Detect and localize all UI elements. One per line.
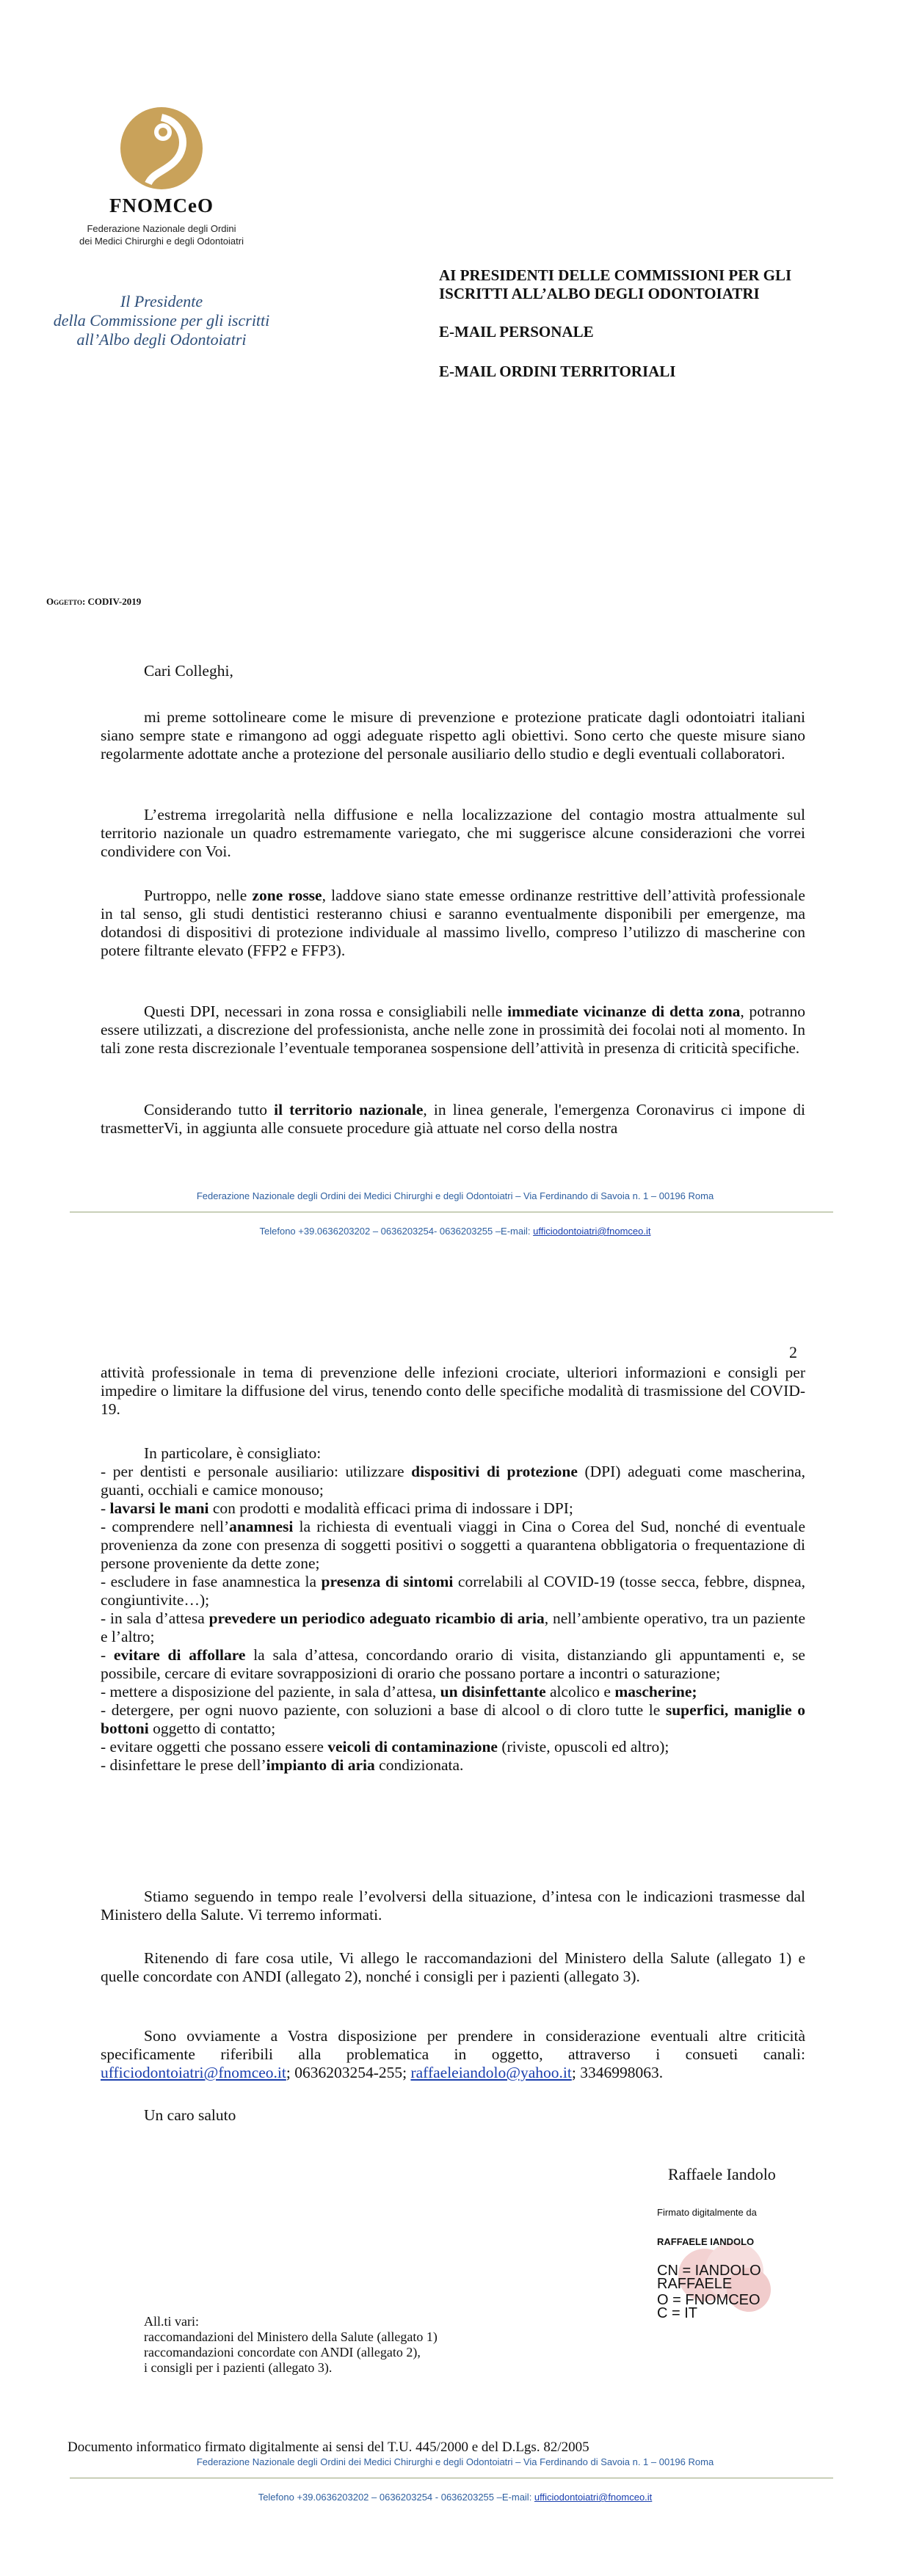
page1-paragraph-4: Questi DPI, necessari in zona rossa e consigliabili nelle immediate vicinanze di detta zona, potranno essere utilizzati, a discrezione del professionista, anche nelle zone in prossimità dei focolai noti al momento. In tali zone resta discrezionale l’eventuale temporanea sospensione dell’attività in presenza di criticità specifiche. (101, 1003, 805, 1057)
list-item: i consigli per i pazienti (allegato 3). (144, 2360, 333, 2375)
list-item: - disinfettare le prese dell’impianto di aria condizionata. (101, 1756, 464, 1774)
list-item: - detergere, per ogni nuovo paziente, con soluzioni a base di alcool o di cloro tutte le superfici, maniglie o bottoni oggetto di contatto; (101, 1701, 805, 1737)
list-item: - per dentisti e personale ausiliario: utilizzare dispositivi di protezione (DPI) adeguati come mascherina, guanti, occhiali e camice monouso; (101, 1463, 805, 1499)
digital-signature-note: Documento informatico firmato digitalmente ai sensi del T.U. 445/2000 e del D.Lgs. 82/2005 (68, 2439, 589, 2455)
footer-contact-page2: Telefono +39.0636203202 – 0636203254 - 0636203255 –E-mail: ufficiodontoiatri@fnomceo.it (258, 2492, 653, 2503)
salutation: Cari Colleghi, (144, 662, 233, 680)
recipient-heading: AI PRESIDENTI DELLE COMMISSIONI PER GLI ISCRITTI ALL’ALBO DEGLI ODONTOIATRI (439, 266, 792, 302)
list-item: - in sala d’attesa prevedere un periodico adeguato ricambio di aria, nell’ambiente operativo, tra un paziente e l’altro; (101, 1609, 805, 1645)
page2-paragraph-attach: Ritenendo di fare cosa utile, Vi allego le raccomandazioni del Ministero della Salute (allegato 1) e quelle concordate con ANDI (allegato 2), nonché i consigli per i pazienti (allegato 3). (101, 1949, 805, 1985)
list-item: - comprendere nell’anamnesi la richiesta di eventuali viaggi in Cina o Corea del Sud, nonché di eventuale provenienza da zone con presenza di soggetti positivi o soggetti a quarantena obbligatoria o frequentazione di persone proveniente da dette zone; (101, 1518, 806, 1572)
list-item: raccomandazioni del Ministero della Salute (allegato 1) (144, 2329, 438, 2344)
recommendations-list (101, 1444, 805, 1775)
footer-email-link[interactable]: ufficiodontoiatri@fnomceo.it (533, 1226, 651, 1237)
subject-line: Oggetto: CODIV-2019 (46, 596, 142, 607)
recipient-email-personal: E-MAIL PERSONALE (439, 323, 594, 341)
list-intro: In particolare, è consigliato: (144, 1444, 322, 1462)
digital-signature-block: Firmato digitalmente da RAFFAELE IANDOLO CN = IANDOLO RAFFAELE O = FNOMCEO C = IT (657, 2198, 804, 2337)
email-link-personal[interactable]: raffaeleiandolo@yahoo.it (410, 2064, 572, 2081)
list-item: - lavarsi le mani con prodotti e modalità efficaci prima di indossare i DPI; (101, 1499, 573, 1517)
page-number: 2 (789, 1343, 797, 1361)
president-title: Il Presidente della Commissione per gli iscritti all’Albo degli Odontoiatri (53, 292, 270, 349)
closing: Un caro saluto (144, 2106, 236, 2124)
footer-address: Federazione Nazionale degli Ordini dei Medici Chirurghi e degli Odontoiatri – Via Ferdinando di Savoia n. 1 – 00196 Roma (196, 1190, 714, 1201)
email-link-office[interactable]: ufficiodontoiatri@fnomceo.it (101, 2064, 286, 2081)
org-subtitle: Federazione Nazionale degli Ordini dei Medici Chirurghi e degli Odontoiatri (79, 223, 244, 247)
list-item: - mettere a disposizione del paziente, in sala d’attesa, un disinfettante alcolico e mascherine; (101, 1683, 697, 1700)
list-item: - evitare di affollare la sala d’attesa, concordando orario di visita, distanziando gli appuntamenti e, se possibile, cercare di evitare sovrapposizioni di orario che possano portare a incontri o saturazione; (101, 1646, 805, 1682)
attachments-list: All.ti vari: raccomandazioni del Ministero della Salute (allegato 1) raccomandazioni concordate con ANDI (allegato 2), i consigli per i pazienti (allegato 3). (144, 2314, 438, 2375)
footer-contact: Telefono +39.0636203202 – 0636203254- 0636203255 –E-mail: ufficiodontoiatri@fnomceo.it (259, 1226, 651, 1237)
list-item: - escludere in fase anamnestica la presenza di sintomi correlabili al COVID-19 (tosse secca, febbre, dispnea, congiuntivite…); (101, 1573, 806, 1609)
footer-address-page2: Federazione Nazionale degli Ordini dei Medici Chirurghi e degli Odontoiatri – Via Ferdinando di Savoia n. 1 – 00196 Roma (196, 2456, 714, 2467)
page2-continuation: attività professionale in tema di prevenzione delle infezioni crociate, ulteriori informazioni e consigli per impedire o limitare la diffusione del virus, tenendo conto delle specifiche modalità di trasmissione del COVID-19. (101, 1364, 805, 1418)
org-name: FNOMCeO (109, 194, 214, 217)
page2-paragraph-availability: Sono ovviamente a Vostra disposizione per prendere in considerazione eventuali altre criticità specificamente riferibili alla problematica in oggetto, attraverso i consueti canali: ufficiodontoiatri@fnomceo.it; 0636203254-255; raffaeleiandolo@yahoo.it; 3346998063. (101, 2027, 805, 2081)
signer-name: Raffaele Iandolo (668, 2165, 776, 2183)
page1-paragraph-3: Purtroppo, nelle zone rosse, laddove siano state emesse ordinanze restrittive dell’attività professionale in tal senso, gli studi dentistici resteranno chiusi e saranno eventualmente disponibili per emergenze, ma dotandosi di dispositivi di protezione individuale al massimo livello, compreso l’utilizzo di mascherine con potere filtrante elevato (FFP2 e FFP3). (101, 887, 805, 959)
list-item: raccomandazioni concordate con ANDI (allegato 2), (144, 2345, 421, 2359)
page1-paragraph-2: L’estrema irregolarità nella diffusione e nella localizzazione del contagio mostra attualmente sul territorio nazionale un quadro estremamente variegato, che mi suggerisce alcune considerazioni che vorrei condividere con Voi. (101, 806, 805, 860)
footer-email-link[interactable]: ufficiodontoiatri@fnomceo.it (534, 2492, 653, 2503)
fnomceo-logo (110, 103, 213, 205)
page2-paragraph-follow: Stiamo seguendo in tempo reale l’evolversi della situazione, d’intesa con le indicazioni trasmesse dal Ministero della Salute. Vi terremo informati. (101, 1888, 805, 1924)
list-item: - evitare oggetti che possano essere veicoli di contaminazione (riviste, opuscoli ed altro); (101, 1738, 669, 1755)
page1-paragraph-5: Considerando tutto il territorio nazionale, in linea generale, l'emergenza Coronavirus ci impone di trasmetterVi, in aggiunta alle consuete procedure già attuate nel corso della nostra (101, 1101, 805, 1137)
page1-paragraph-1: mi preme sottolineare come le misure di prevenzione e protezione praticate dagli odontoiatri italiani siano sempre state e rimangono ad oggi adeguate rispetto agli obiettivi. Sono certo che queste misure siano regolarmente adottate anche a protezione del personale ausiliario dello studio e degli eventuali collaboratori. (101, 708, 805, 763)
recipient-email-orders: E-MAIL ORDINI TERRITORIALI (439, 363, 676, 380)
